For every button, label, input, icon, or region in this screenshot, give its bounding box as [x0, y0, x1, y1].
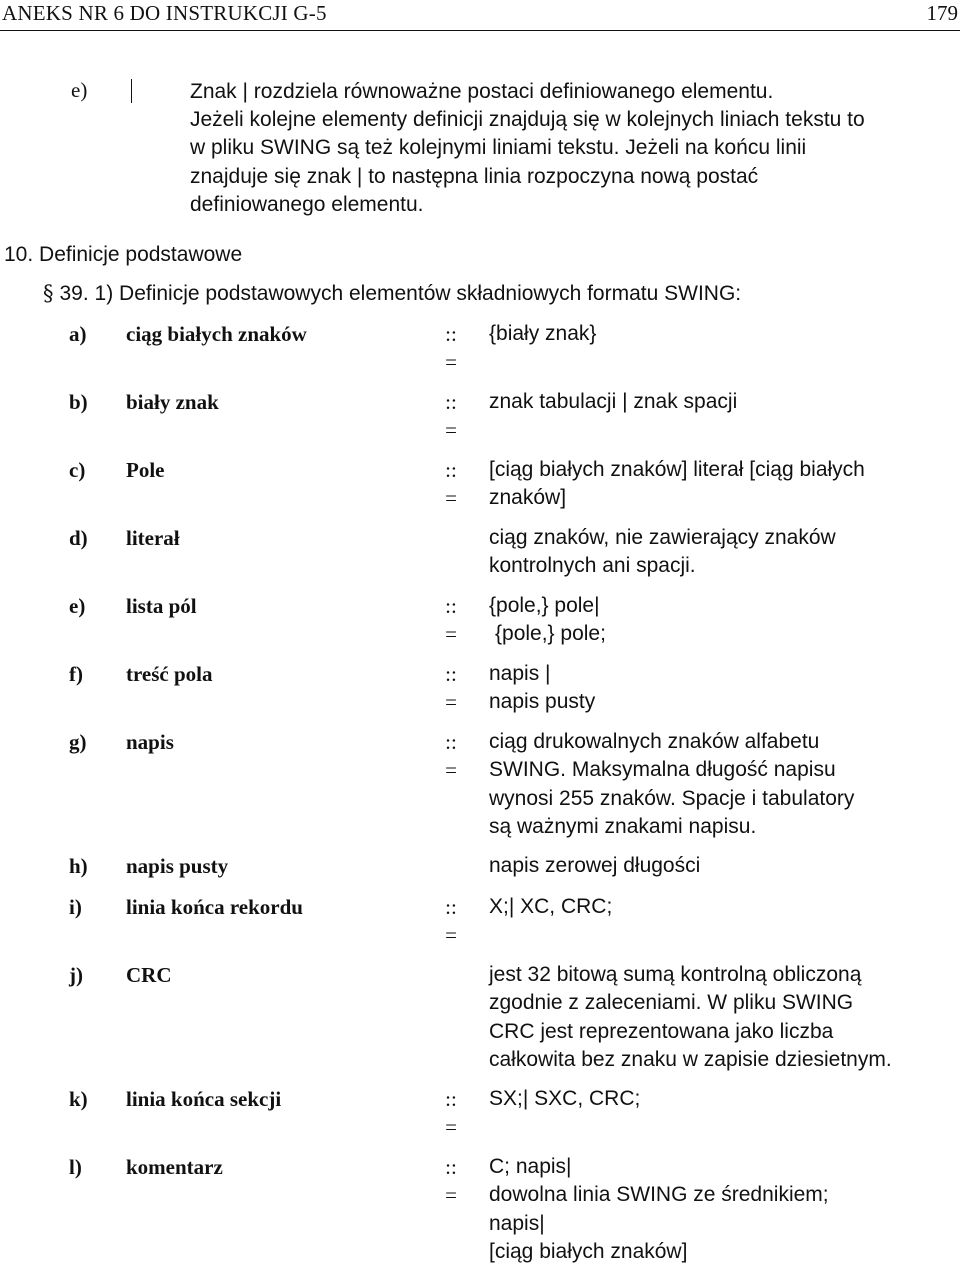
definition-term: treść pola — [126, 662, 213, 686]
definition-term: ciąg białych znaków — [126, 322, 307, 346]
operator-symbol: :: — [445, 1087, 457, 1111]
operator-symbol: :: — [445, 730, 457, 754]
description-line: {pole,} pole| — [489, 594, 600, 617]
definition-term: Pole — [126, 458, 165, 482]
definition-operator — [440, 728, 462, 784]
description-line: [ciąg białych znaków] literał [ciąg białych — [489, 458, 865, 481]
operator-symbol: :: — [445, 322, 457, 346]
description-line: zgodnie z zaleceniami. W pliku SWING — [489, 991, 854, 1015]
operator-symbol: :: — [445, 662, 457, 686]
definition-label: d) — [69, 526, 88, 550]
operator-symbol: = — [445, 350, 457, 374]
prev-item-line: w pliku SWING są też kolejnymi liniami tekstu. Jeżeli na końcu linii — [190, 136, 807, 160]
definition-label: l) — [69, 1155, 82, 1179]
definition-description — [489, 961, 919, 1074]
definition-operator — [440, 660, 462, 716]
description-line: wynosi 255 znaków. Spacje i tabulatory — [489, 786, 855, 810]
definition-term: napis — [126, 730, 174, 754]
operator-symbol: = — [445, 1115, 457, 1139]
description-line: są ważnymi znakami napisu. — [489, 814, 757, 838]
prev-item-line: znajduje się znak | to następna linia rozpoczyna nową postać — [190, 164, 759, 188]
description-line: napis| — [489, 1211, 545, 1235]
operator-symbol: = — [445, 758, 457, 782]
definition-description — [489, 388, 919, 416]
description-line: X;| XC, CRC; — [489, 895, 613, 918]
definition-description — [489, 1085, 919, 1113]
operator-symbol: :: — [445, 390, 457, 414]
definition-label: g) — [69, 730, 87, 754]
operator-symbol: :: — [445, 458, 457, 482]
definition-operator — [440, 893, 462, 949]
description-line: CRC jest reprezentowana jako liczba — [489, 1019, 834, 1043]
definition-operator — [440, 592, 462, 648]
definition-description — [489, 524, 919, 581]
operator-symbol: :: — [445, 1155, 457, 1179]
definition-operator — [440, 1153, 462, 1209]
operator-symbol: = — [445, 486, 457, 510]
description-line: SWING. Maksymalna długość napisu — [489, 758, 836, 782]
operator-symbol: :: — [445, 594, 457, 618]
operator-symbol: = — [445, 622, 457, 646]
definition-term: CRC — [126, 963, 172, 987]
page-number: 179 — [926, 1, 958, 25]
operator-symbol: = — [445, 690, 457, 714]
description-line: znak tabulacji | znak spacji — [489, 390, 738, 413]
description-line: napis pusty — [489, 690, 596, 714]
description-line: znaków] — [489, 486, 567, 510]
definition-label: f) — [69, 662, 83, 686]
operator-symbol: = — [445, 923, 457, 947]
prev-item-label: e) — [71, 78, 88, 102]
definition-description — [489, 893, 919, 921]
definition-description — [489, 728, 919, 841]
definition-operator — [440, 320, 462, 376]
description-line: {pole,} pole; — [495, 622, 606, 646]
definition-term: linia końca sekcji — [126, 1087, 282, 1111]
prev-item-line: Znak | rozdziela równoważne postaci definiowanego elementu. — [190, 80, 774, 103]
section-title: 10. Definicje podstawowe — [4, 243, 243, 266]
definition-label: h) — [69, 854, 88, 878]
prev-item-text — [190, 78, 920, 219]
operator-symbol: = — [445, 418, 457, 442]
definition-label: a) — [69, 322, 87, 346]
description-line: kontrolnych ani spacji. — [489, 554, 696, 578]
description-line: całkowita bez znaku w zapisie dziesietnym. — [489, 1047, 892, 1071]
description-line: ciąg drukowalnych znaków alfabetu — [489, 730, 820, 753]
definition-description — [489, 320, 919, 348]
vertical-bar-symbol — [131, 79, 132, 103]
paragraph-sign: § — [43, 281, 54, 305]
header-title: ANEKS NR 6 DO INSTRUKCJI G-5 — [2, 1, 327, 25]
definition-operator — [440, 388, 462, 444]
definition-label: k) — [69, 1087, 88, 1111]
definition-term: literał — [126, 526, 180, 550]
definition-description — [489, 660, 919, 717]
description-line: C; napis| — [489, 1155, 572, 1178]
operator-symbol: :: — [445, 895, 457, 919]
description-line: jest 32 bitową sumą kontrolną obliczoną — [489, 963, 862, 986]
header-rule — [0, 30, 960, 31]
definition-description — [489, 456, 919, 513]
definition-label: j) — [69, 963, 83, 987]
definition-description — [489, 1153, 919, 1266]
description-line: dowolna linia SWING ze średnikiem; — [489, 1183, 829, 1207]
definition-term: biały znak — [126, 390, 219, 414]
description-line: SX;| SXC, CRC; — [489, 1087, 641, 1110]
definition-label: e) — [69, 594, 86, 618]
description-line: [ciąg białych znaków] — [489, 1239, 688, 1263]
definition-label: b) — [69, 390, 88, 414]
paragraph-intro — [43, 281, 741, 306]
page-header — [0, 0, 960, 40]
operator-symbol: = — [445, 1183, 457, 1207]
definition-operator — [440, 456, 462, 512]
definition-description — [489, 592, 919, 649]
definition-operator — [440, 1085, 462, 1141]
description-line: ciąg znaków, nie zawierający znaków — [489, 526, 836, 549]
definition-description — [489, 852, 919, 880]
definition-term: lista pól — [126, 594, 197, 618]
description-line: napis zerowej długości — [489, 854, 701, 877]
definition-term: linia końca rekordu — [126, 895, 303, 919]
prev-item-line: Jeżeli kolejne elementy definicji znajdują się w kolejnych liniach tekstu to — [190, 108, 865, 132]
description-line: napis | — [489, 662, 551, 685]
definition-label: c) — [69, 458, 86, 482]
paragraph-text: 39. 1) Definicje podstawowych elementów składniowych formatu SWING: — [59, 282, 742, 305]
definition-term: komentarz — [126, 1155, 223, 1179]
definition-label: i) — [69, 895, 82, 919]
prev-item-line: definiowanego elementu. — [190, 192, 424, 216]
definition-term: napis pusty — [126, 854, 229, 878]
description-line: {biały znak} — [489, 322, 597, 345]
